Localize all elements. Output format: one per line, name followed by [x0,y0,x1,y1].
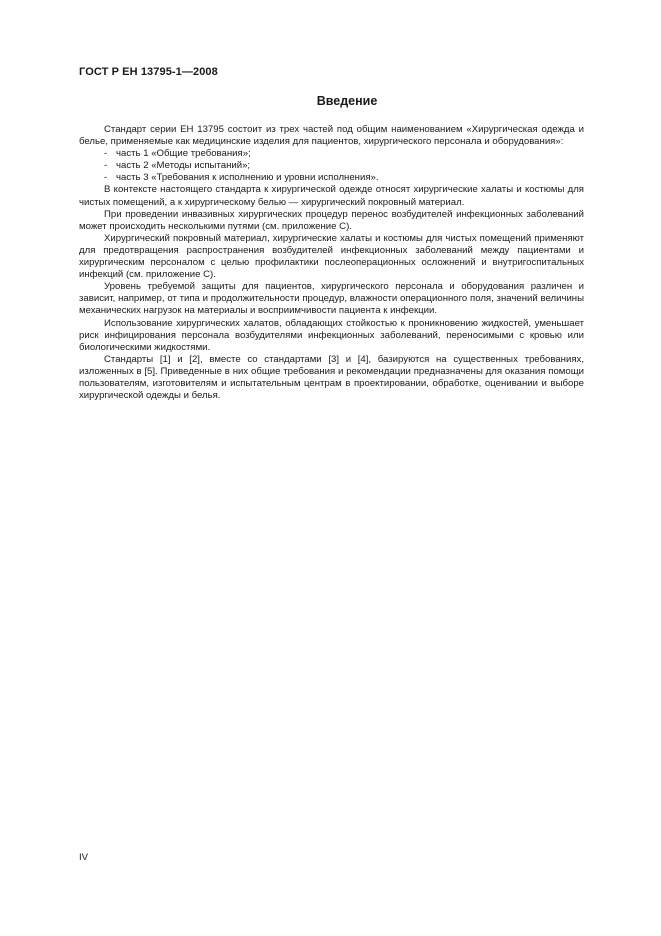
document-header: ГОСТ Р ЕН 13795-1—2008 [79,66,218,78]
paragraph: Уровень требуемой защиты для пациентов, хирургического персонала и оборудования различен и зависит, например, от типа и продолжительности процедур, влажности операционного поля, значений величины механических нагрузок на материалы и восприимчивости пациента к инфекции. [79,281,584,317]
paragraph: При проведении инвазивных хирургических процедур перенос возбудителей инфекционных заболеваний может происходить несколькими путями (см. приложение С). [79,208,584,232]
list-item [79,148,584,160]
list-item-text: часть 3 «Требования к исполнению и уровни исполнения». [116,172,379,184]
page-number: IV [79,852,89,863]
document-body [79,124,584,402]
paragraph: Хирургический покровный материал, хирургические халаты и костюмы для чистых помещений применяют для предотвращения распространения возбудителей инфекционных заболеваний между пациентами и хирургическим персоналом с целью профилактики послеоперационных осложнений и внутригоспитальных инфекций (см. приложение С). [79,232,584,281]
list-bullet: - [104,172,108,184]
paragraph: В контексте настоящего стандарта к хирургической одежде относят хирургические халаты и костюмы для чистых помещений, а к хирургическому белью — хирургический покровный материал. [79,184,584,208]
paragraph: Стандарты [1] и [2], вместе со стандартами [3] и [4], базируются на существенных требованиях, изложенных в [5]. Приведенные в них общие требования и рекомендации предназначены для оказания помощи пользователям, изготовителям и испытательным центрам в проектировании, обработке, оценивании и выборе хирургической одежды и белья. [79,353,584,402]
list-bullet: - [104,148,108,160]
paragraph: Использование хирургических халатов, обладающих стойкостью к проникновению жидкостей, уменьшает риск инфицирования персонала возбудителями инфекционных заболеваний, переносимыми с кровью или биологическими жидкостями. [79,317,584,353]
list-item [79,172,584,184]
list-bullet: - [104,160,108,172]
section-title: Введение [316,94,378,108]
paragraph-intro: Стандарт серии ЕН 13795 состоит из трех частей под общим наименованием «Хирургическая одежда и белье, применяемые как медицинские изделия для пациентов, хирургического персонала и оборудования»: [79,124,584,148]
list-item-text: часть 1 «Общие требования»; [116,148,251,160]
list-item [79,160,584,172]
section-title-container [0,94,661,108]
list-item-text: часть 2 «Методы испытаний»; [116,160,251,172]
